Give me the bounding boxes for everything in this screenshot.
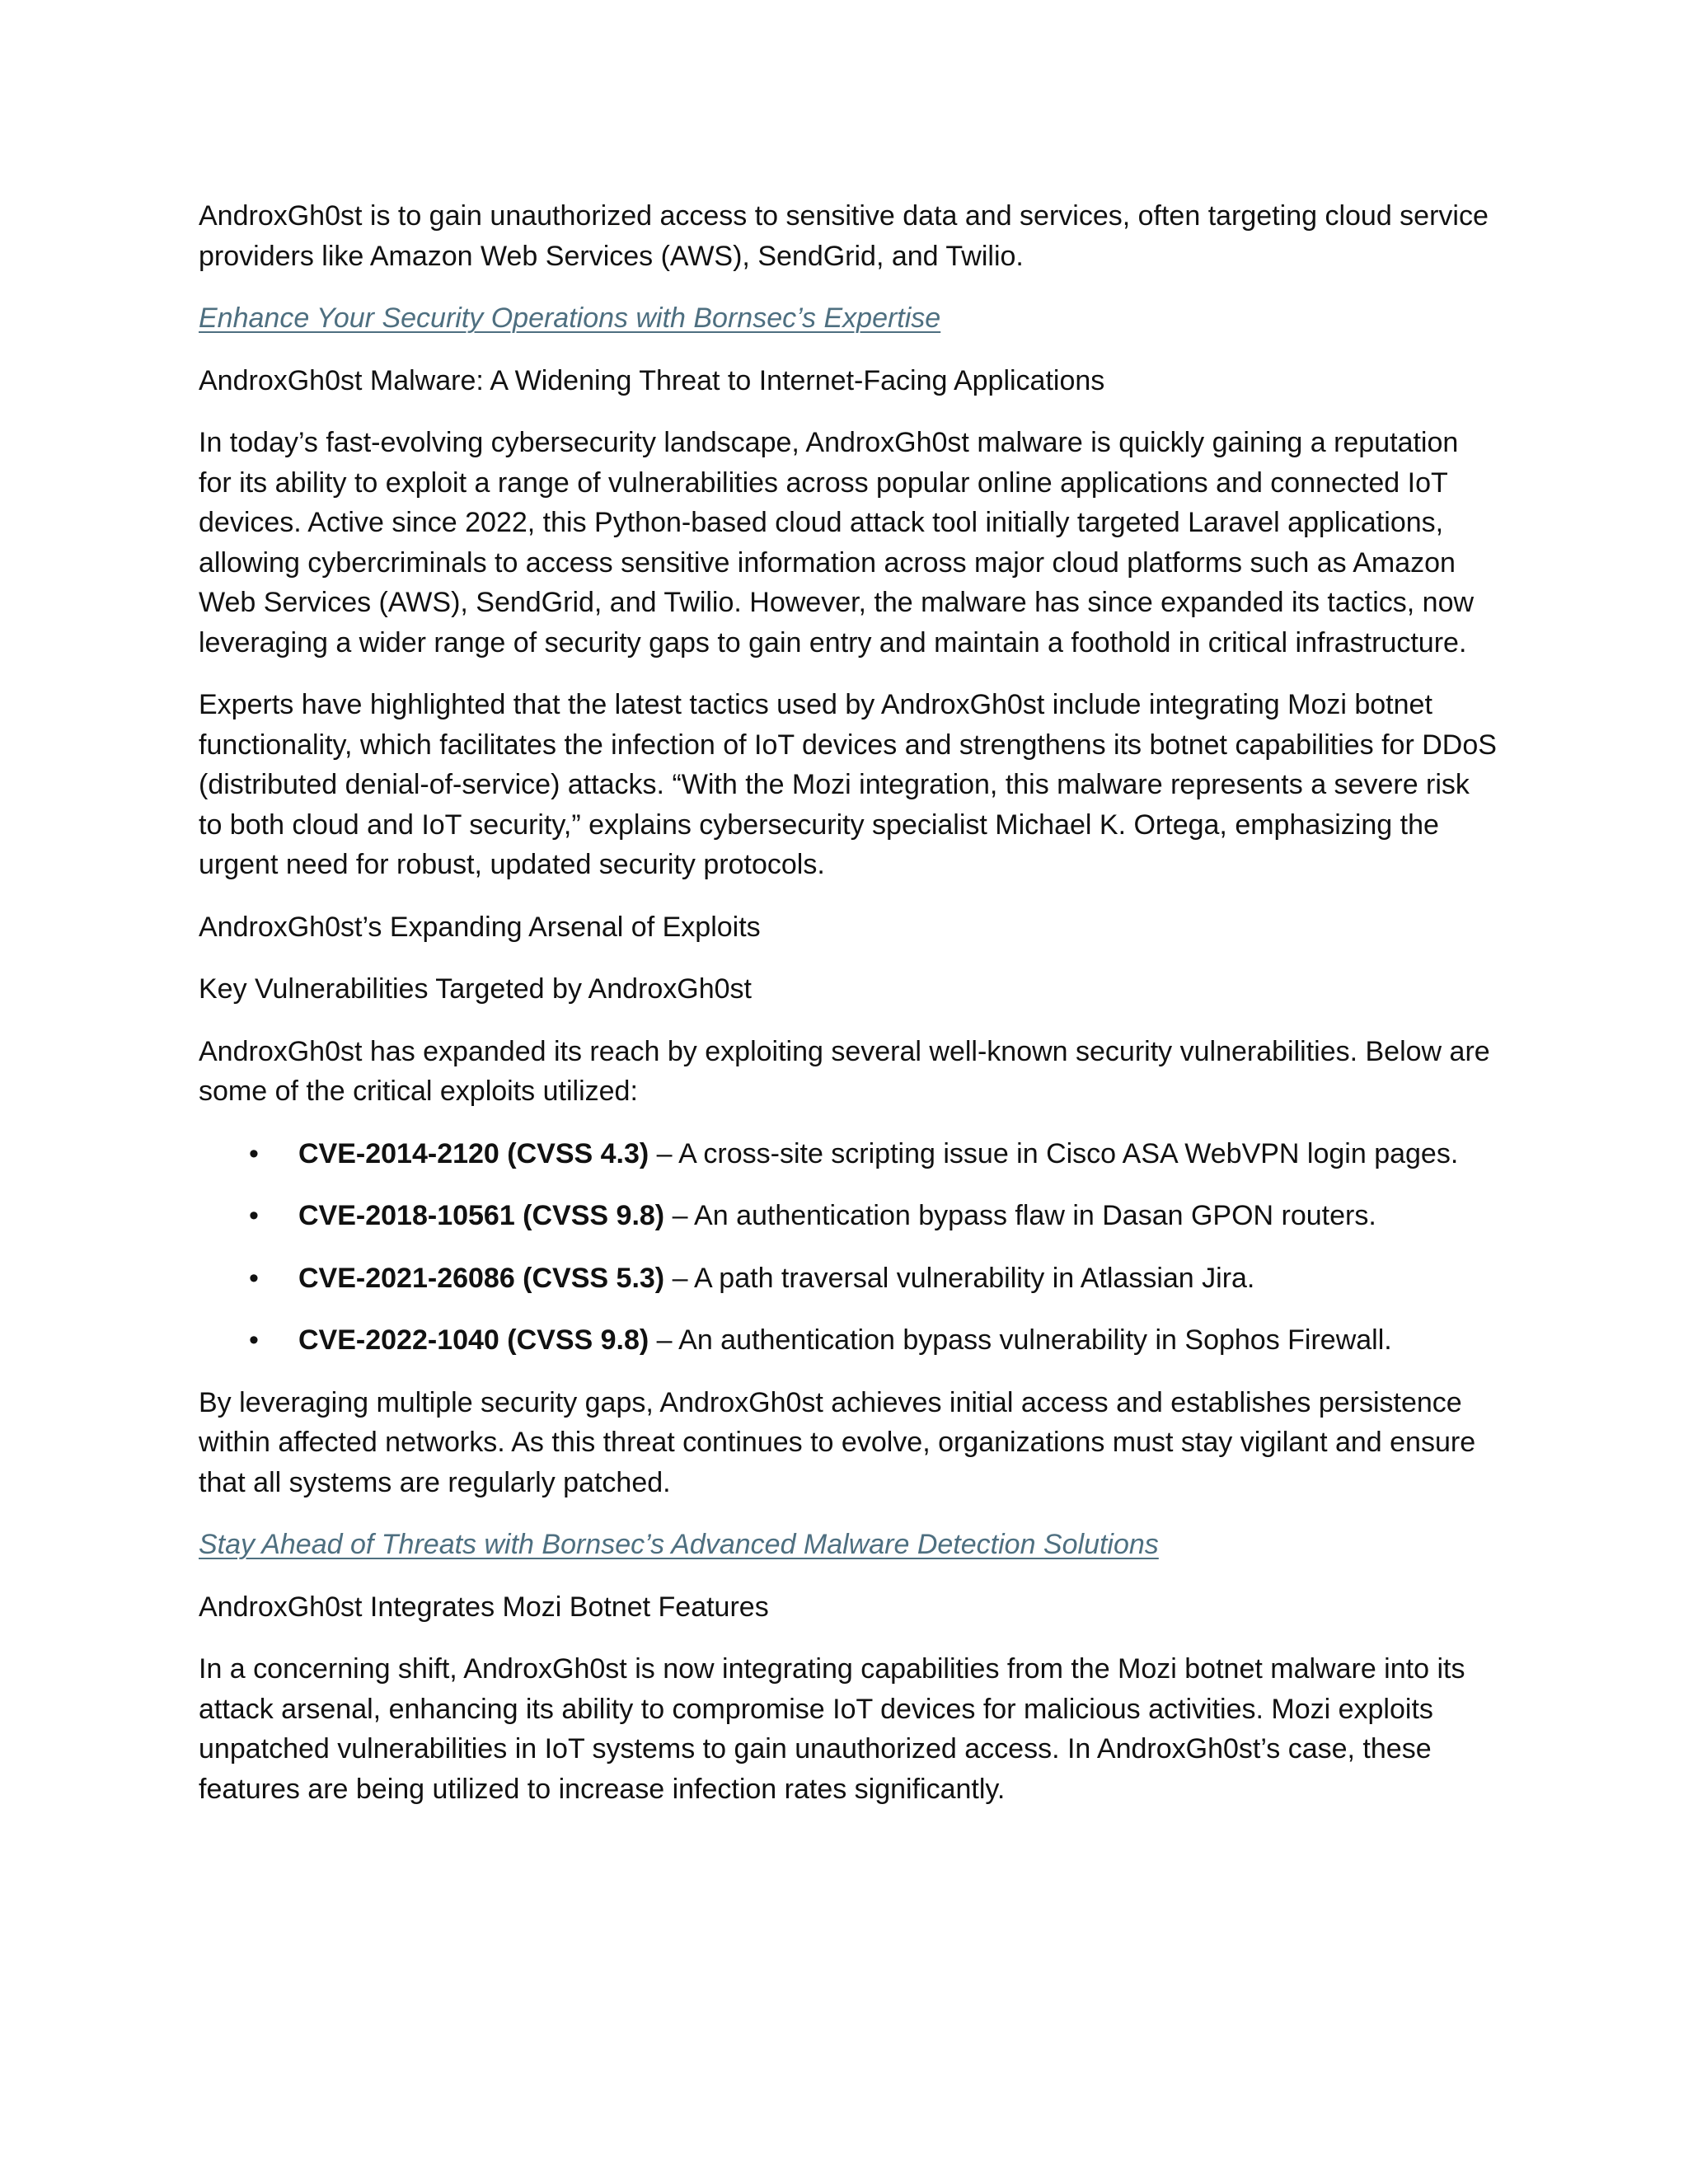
body-paragraph-5: In a concerning shift, AndroxGh0st is now integrating capabilities from the Mozi botnet malware into its attack arsenal, enhancing its ability to compromise IoT devices for malicious activities. Mozi exploits unpatched vulnerabilities in IoT systems to gain unauthorized access. In AndroxGh0st’s case, these features are being utilized to increase infection rates significantly. <box>199 1653 1465 1805</box>
body-paragraph-4: By leveraging multiple security gaps, AndroxGh0st achieves initial access and establishes persistence within affected networks. As this threat continues to evolve, organizations must stay vigilant and ensure that all systems are regularly patched. <box>199 1386 1476 1498</box>
list-item <box>199 1320 1497 1361</box>
vulnerability-list <box>199 1134 1497 1361</box>
section-heading-widening-threat: AndroxGh0st Malware: A Widening Threat to Internet-Facing Applications <box>199 364 1105 396</box>
cve-description: – A path traversal vulnerability in Atlassian Jira. <box>664 1262 1255 1294</box>
cve-description: – An authentication bypass flaw in Dasan GPON routers. <box>664 1200 1376 1231</box>
bullet-icon: • <box>249 1137 259 1169</box>
list-item <box>199 1258 1497 1299</box>
bullet-icon: • <box>249 1262 259 1294</box>
cve-id: CVE-2021-26086 (CVSS 5.3) <box>298 1262 665 1294</box>
section-heading-key-vulnerabilities: Key Vulnerabilities Targeted by AndroxGh0st <box>199 973 752 1005</box>
section-heading-mozi: AndroxGh0st Integrates Mozi Botnet Features <box>199 1591 769 1623</box>
body-paragraph-1: In today’s fast-evolving cybersecurity landscape, AndroxGh0st malware is quickly gaining a reputation for its ability to exploit a range of vulnerabilities across popular online applications and connected IoT devices. Active since 2022, this Python-based cloud attack tool initially targeted Laravel applications, allowing cybercriminals to access sensitive information across major cloud platforms such as Amazon Web Services (AWS), SendGrid, and Twilio. However, the malware has since expanded its tactics, now leveraging a wider range of security gaps to gain entry and maintain a foothold in critical infrastructure. <box>199 427 1475 658</box>
body-paragraph-2: Experts have highlighted that the latest tactics used by AndroxGh0st include integrating Mozi botnet functionality, which facilitates the infection of IoT devices and strengthens its botnet capabilities for DDoS (distributed denial-of-service) attacks. “With the Mozi integration, this malware represents a severe risk to both cloud and IoT security,” explains cybersecurity specialist Michael K. Ortega, emphasizing the urgent need for robust, updated security protocols. <box>199 689 1497 880</box>
cve-description: – An authentication bypass vulnerability in Sophos Firewall. <box>649 1324 1392 1356</box>
list-item <box>199 1196 1497 1236</box>
intro-paragraph: AndroxGh0st is to gain unauthorized access to sensitive data and services, often targeting cloud service providers like Amazon Web Services (AWS), SendGrid, and Twilio. <box>199 200 1489 272</box>
list-item <box>199 1134 1497 1174</box>
cve-id: CVE-2022-1040 (CVSS 9.8) <box>298 1324 649 1356</box>
document-body <box>199 196 1497 1831</box>
link-paragraph-2 <box>199 1525 1497 1565</box>
cve-description: – A cross-site scripting issue in Cisco ASA WebVPN login pages. <box>649 1137 1459 1169</box>
bullet-icon: • <box>249 1324 259 1356</box>
body-paragraph-3: AndroxGh0st has expanded its reach by exploiting several well-known security vulnerabilities. Below are some of the critical exploits utilized: <box>199 1035 1490 1107</box>
cve-id: CVE-2018-10561 (CVSS 9.8) <box>298 1200 665 1231</box>
cve-id: CVE-2014-2120 (CVSS 4.3) <box>298 1137 649 1169</box>
bullet-icon: • <box>249 1200 259 1231</box>
section-heading-arsenal: AndroxGh0st’s Expanding Arsenal of Exploits <box>199 911 761 943</box>
link-paragraph-1 <box>199 298 1497 339</box>
bornsec-malware-detection-link[interactable]: Stay Ahead of Threats with Bornsec’s Advanced Malware Detection Solutions <box>199 1529 1159 1560</box>
bornsec-expertise-link[interactable]: Enhance Your Security Operations with Bornsec’s Expertise <box>199 302 941 334</box>
